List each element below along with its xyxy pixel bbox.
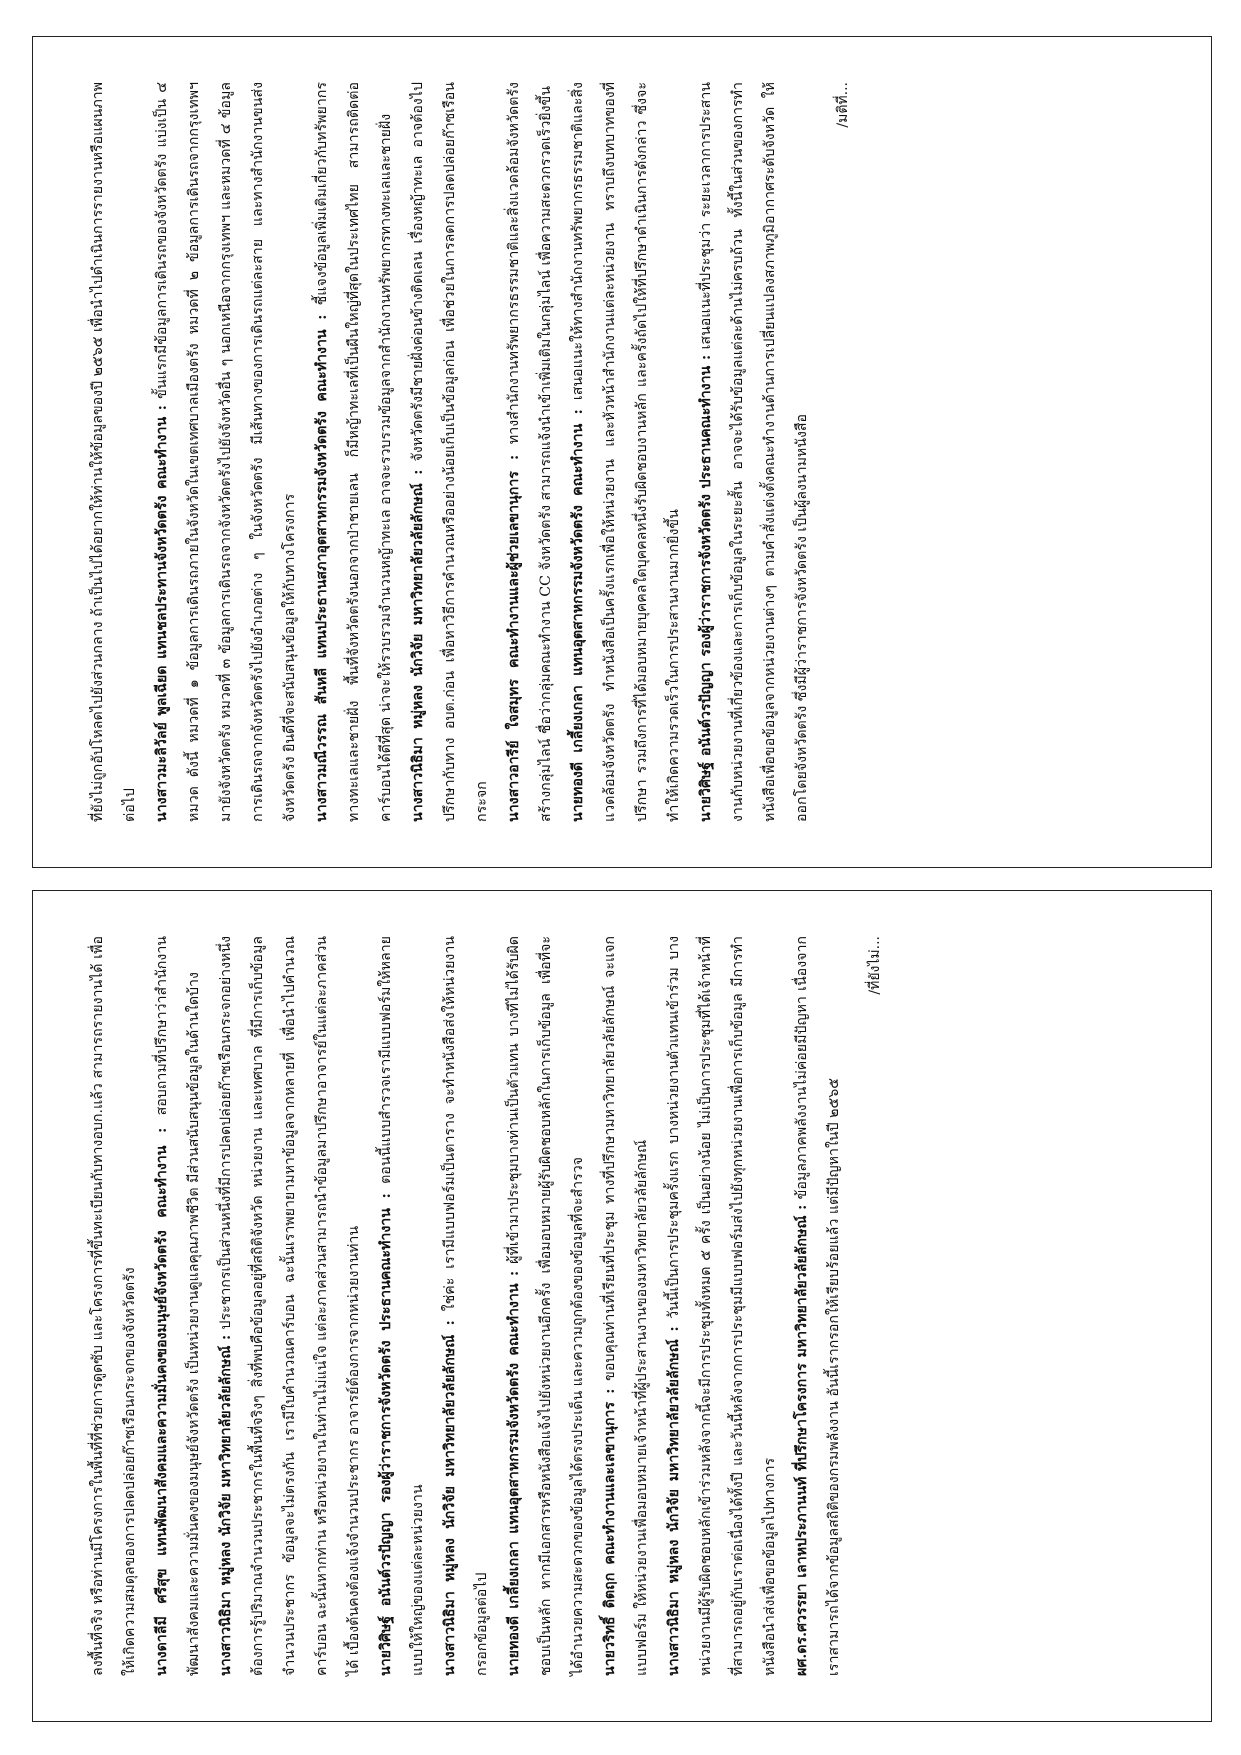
speaker-name: นางสาวอารีย์ ใจสมุทร คณะทำงานและผู้ช่วยเลขานุการ :	[506, 454, 522, 822]
paragraph	[306, 82, 402, 822]
paragraph-text: ใช่ค่ะ เรามีแบบฟอร์มเป็นตาราง จะทำหนังสือส่งให้หน่วยงานกรอกข้อมูลต่อไป	[442, 936, 490, 1676]
paragraph-text: เสนอแนะที่ประชุมว่า ระยะเวลาการประสานงานกับหน่วยงานที่เกี่ยวข้องและการเก็บข้อมูลในระยะสั้น อาจจะได้รับข้อมูลแต่ละด้านไม่ครบถ้วน ทั้งนี้ในส่วนของการทำหนังสือเพื่อขอข้อมูลจากหน่วยงานต่างๆ ตามคำสั่งแต่งตั้งคณะทำงานด้านการเปลี่ยนแปลงสภาพภูมิอากาศระดับจังหวัด ให้ออกโดยจังหวัดตรัง ซึ่งมีผู้ว่าราชการจังหวัดตรัง เป็นผู้ลงนามหนังสือ	[698, 82, 810, 822]
speaker-name: นายวริทธิ์ ดิตฤก คณะทำงานและเลขานุการ :	[602, 1388, 618, 1676]
paragraph	[82, 936, 146, 1676]
paragraph	[434, 936, 498, 1676]
paragraph	[786, 936, 850, 1676]
paragraph-text: สอบถามที่ปรึกษาว่าสำนักงานพัฒนาสังคมและความมั่นคงของมนุษย์จังหวัดตรัง เป็นหน่วยงานดูแลคุณภาพชีวิต มีส่วนสนับสนุนข้อมูลในด้านใดบ้าง	[154, 936, 202, 1676]
continuation-marker: /ที่ยังไม่...	[867, 936, 883, 995]
paragraph	[402, 82, 498, 822]
paragraph-text: ชี้แจงข้อมูลเพิ่มเติมเกี่ยวกับทรัพยากรทางทะเลและชายฝั่ง พื้นที่จังหวัดตรังนอกจากป่าชายเลน ก็มีหญ้าทะเลที่เป็นผืนใหญ่ที่สุดในประเทศไทย สามารถติดต่อคาร์บอนได้ดีที่สุด น่าจะให้รวบรวมจำนวนหญ้าทะเล อาจจะรวบรวมข้อมูลจากสำนักงานทรัพยากรทางทะเลและชายฝั่ง	[314, 82, 394, 822]
paragraph-text: เสนอแนะให้ทางสำนักงานทรัพยากรธรรมชาติและสิ่งแวดล้อมจังหวัดตรัง ทำหนังสือเป็นครั้งแรกเพื่อให้หน่วยงาน และหัวหน้าสำนักงานแต่ละหน่วยงาน ทราบถึงบทบาทของที่ปรึกษา รวมถึงการที่ได้มอบหมายบุคคลใดบุคคลหนึ่งรับผิดชอบงานหลัก และครั้งถัดไปให้ที่ปรึกษาดำเนินการดังกล่าว ซึ่งจะทำให้เกิดความรวดเร็วในการประสานงานมากยิ่งขึ้น	[570, 82, 682, 822]
speaker-name: นายวิศิษฐ์ อนันต์วรปัญญา รองผู้ว่าราชการจังหวัดตรัง ประธานคณะทำงาน :	[378, 1193, 394, 1676]
paragraph	[146, 936, 210, 1676]
paragraph-text: ข้อมูลภาคพลังงานไม่ค่อยมีปัญหา เนื่องจากเราสามารถได้จากข้อมูลสถิติของกรมพลังงาน อันนี้เรากรอกให้เรียบร้อยแล้ว แต่มีปัญหาในปี ๒๕๖๕	[794, 936, 842, 1676]
document-page-2	[32, 890, 1212, 1722]
page-2-rotated-content	[82, 926, 1162, 1686]
paragraph-text: ผู้ที่เข้ามาประชุมบางท่านเป็นตัวแทน บางทีไม่ได้รับผิดชอบเป็นหลัก หากมีเอกสารหรือหนังสือแจ้งไปยังหน่วยงานอีกครั้ง เพื่อมอบหมายผู้รับผิดชอบหลักในการเก็บข้อมูล เพื่อที่จะได้อำนวยความสะดวกของข้อมูลได้ตรงประเด็น และความถูกต้องของข้อมูลที่จะสำรวจ	[506, 936, 586, 1676]
speaker-name: ผศ.ดร.ศวรรยา เลาหประภานนท์ ที่ปรึกษาโครงการ มหาวิทยาลัยวลัยลักษณ์ :	[794, 1204, 810, 1676]
paragraph-text: ทางสำนักงานทรัพยากรธรรมชาติและสิ่งแวดล้อมจังหวัดตรัง สร้างกลุ่มไลน์ ชื่อว่ากลุ่มคณะทำงาน CC จังหวัดตรัง สามารถแจ้งนำเข้าเพิ่มเติมในกลุ่มไลน์ เพื่อความสะดวกรวดเร็วยิ่งขึ้น	[506, 82, 554, 822]
paragraph	[370, 936, 434, 1676]
speaker-name: นางสาวมณีวรรณ สันหลี แทนประธานสภาอุตสาหกรรมจังหวัดตรัง คณะทำงาน :	[314, 314, 330, 822]
speaker-name: นางสาวนิธิมา หมู่หลง นักวิจัย มหาวิทยาลัยวลัยลักษณ์ :	[666, 1326, 682, 1676]
paragraph-text: วันนี้เป็นการประชุมครั้งแรก บางหน่วยงานตัวแทนเข้าร่วม บางหน่วยงานมีผู้รับผิดชอบหลักเข้าร่วมหลังจากนี้จะมีการประชุมทั้งหมด ๕ ครั้ง เป็นอย่างน้อย ไม่เป็นการประชุมที่ได้เจ้าหน้าที่ที่สามารถอยู่กับเราต่อเนื่องได้ทั้งปี และวันนี้หลังจากการประชุมมีแบบฟอร์มส่งไปยังทุกหน่วยงานเพื่อการเก็บข้อมูล มีการทำหนังสือนำส่งเพื่อขอข้อมูลไปทางการ	[666, 935, 778, 1676]
speaker-name: นางดาลีมี ศรีสุข แทนพัฒนาสังคมและความมั่นคงของมนุษย์จังหวัดตรัง คณะทำงาน :	[154, 1127, 170, 1676]
paragraph	[146, 82, 306, 822]
paragraph	[690, 82, 818, 822]
speaker-name: นายทองดี เกลี้ยงเกลา แทนอุตสาหกรรมจังหวัดตรัง คณะทำงาน :	[506, 1270, 522, 1676]
paragraph-text: ขอบคุณท่านที่เรียนที่ประชุม ทางที่ปรึกษามหาวิทยาลัยวลัยลักษณ์ จะแจกแบบฟอร์ม ให้หน่วยงานเพื่อมอบหมายเจ้าหน้าที่ผู้ประสานงานของมหาวิทยาลัยวลัยลักษณ์	[602, 936, 650, 1676]
speaker-name: นางสาวนิธิมา หมู่หลง นักวิจัย มหาวิทยาลัยวลัยลักษณ์ :	[410, 469, 426, 822]
speaker-name: นายทองดี เกลี้ยงเกลา แทนอุตสาหกรรมจังหวัดตรัง คณะทำงาน :	[570, 409, 586, 822]
paragraph	[594, 936, 658, 1676]
paragraph	[562, 82, 690, 822]
paragraph	[498, 936, 594, 1676]
document-page-1	[32, 36, 1212, 868]
speaker-name: นางสาวนิธิมา หมู่หลง นักวิจัย มหาวิทยาลัยวลัยลักษณ์ :	[218, 1334, 234, 1676]
paragraph	[82, 82, 146, 822]
speaker-name: นายวิศิษฐ์ อนันต์วรปัญญา รองผู้ว่าราชการจังหวัดตรัง ประธานคณะทำงาน :	[698, 354, 714, 822]
speaker-name: นางสาวมะลิวัลย์ พูลเฉียด แทนชลประทานจังหวัดตรัง คณะทำงาน :	[154, 405, 170, 822]
paragraph-text: ที่ยังไม่ถูกอัปโหลดไปยังส่วนกลาง ถ้าเป็นไปได้อยากให้ท่านให้ข้อมูลของปี ๒๕๖๕ เพื่อนำไปดำเนินการรายงานหรือแผนภาพต่อไป	[90, 82, 138, 822]
paragraph	[210, 936, 370, 1676]
continuation-marker: /มติที่...	[835, 82, 851, 128]
speaker-name: นางสาวนิธิมา หมู่หลง นักวิจัย มหาวิทยาลัยวลัยลักษณ์ :	[442, 1320, 458, 1676]
paragraph-text: ประชากรเป็นส่วนหนึ่งที่มีการปลดปล่อยก๊าซเรือนกระจกอย่างหนึ่ง ต้องการรู้ปริมาณจำนวนประชากรในพื้นที่จริงๆ สิ่งที่พบคือข้อมูลอยู่ที่สถิติจังหวัด หน่วยงาน และเทศบาล ที่มีการเก็บข้อมูลจำนวนประชากร ข้อมูลจะไม่ตรงกัน เรามีใบคำนวณคาร์บอน ฉะนั้นเราพยายามหาข้อมูลจากหลายที่ เพื่อนำไปคำนวณคาร์บอน ฉะนั้นหากท่าน หรือหน่วยงานในท่านไม่แน่ใจ แต่ละภาคส่วนสามารถนำข้อมูลมาปรึกษาอาจารย์ในแต่ละภาคส่วนได้ เบื้องต้นคงต้องแจ้งจำนวนประชากร อาจารย์ต้องการจากหน่วยงานท่าน	[218, 935, 362, 1676]
paragraph	[658, 936, 786, 1676]
paragraph-text: ตอนนี้แบบสำรวจเรามีแบบฟอร์มให้หลายแบบให้ใหญ่ของแต่ละหน่วยงาน	[378, 936, 426, 1676]
page-1-rotated-content	[82, 72, 1162, 832]
paragraph-text: ลงพื้นที่จริง หรือท่านมีโครงการในพื้นที่ที่ช่วยการดูดซับ และโครงการที่ขึ้นทะเบียนกับทางอบก.แล้ว สามารถรายงานได้ เพื่อให้เกิดความสมดุลของการปลดปล่อยก๊าซเรือนกระจกของจังหวัดตรัง	[90, 936, 138, 1676]
paragraph	[498, 82, 562, 822]
paragraph-text: ขั้นแรกมีข้อมูลการเดินรถของจังหวัดตรัง แบ่งเป็น ๔ หมวด ดังนี้ หมวดที่ ๑ ข้อมูลการเดินรถภายในจังหวัดในเขตเทศบาลเมืองตรัง หมวดที่ ๒ ข้อมูลการเดินรถจากกรุงเทพฯ มายังจังหวัดตรัง หมวดที่ ๓ ข้อมูลการเดินรถจากจังหวัดตรังไปยังจังหวัดอื่น ๆ นอกเหนือจากกรุงเทพฯ และหมวดที่ ๔ ข้อมูลการเดินรถจากจังหวัดตรังไปยังอำเภอต่าง ๆ ในจังหวัดตรัง มีเส้นทางของการเดินรถแต่ละสาย และทางสำนักงานขนส่งจังหวัดตรัง ยินดีที่จะสนับสนุนข้อมูลให้กับทางโครงการ	[154, 82, 298, 822]
paragraph-text: จังหวัดตรังมีชายฝั่งค่อนข้างติดเลน เรื่องหญ้าทะเล อาจต้องไปปรึกษากับทาง อบต.ก่อน เพื่อหาวิธีการคำนวณหรืออย่างน้อยเก็บเป็นข้อมูลก่อน เพื่อช่วยในการลดการปลดปล่อยก๊าซเรือนกระจก	[410, 81, 490, 822]
